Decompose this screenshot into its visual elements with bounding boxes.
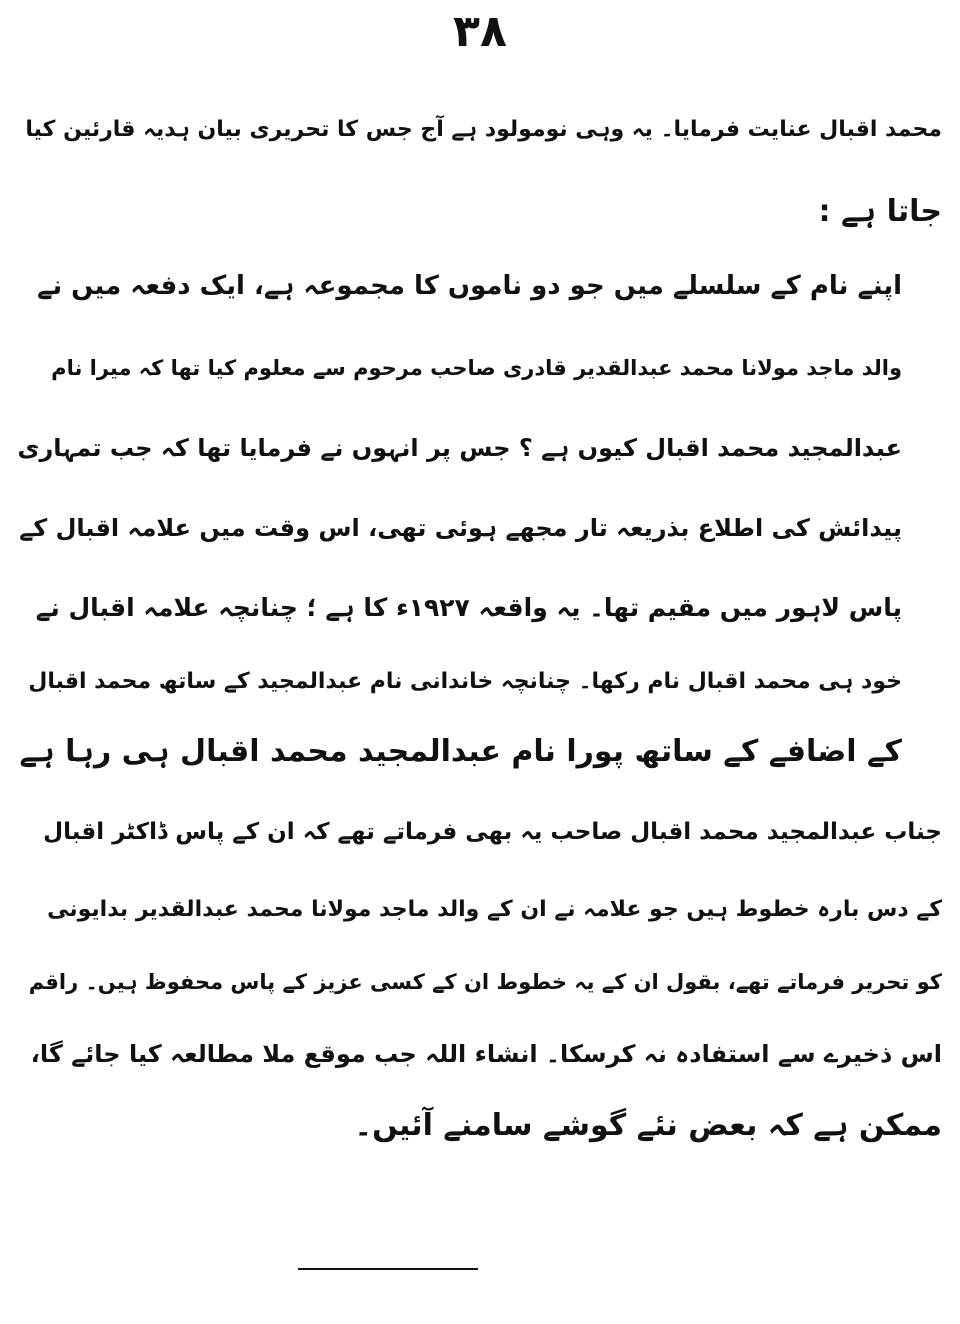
text-line: جاتا ہے : — [818, 194, 942, 229]
text-line: ممکن ہے کہ بعض نئے گوشے سامنے آئیں۔ — [354, 1108, 942, 1143]
page-number: ۳۸ — [453, 6, 507, 57]
text-line: والد ماجد مولانا محمد عبدالقدیر قادری صاحب مرحوم سے معلوم کیا تھا کہ میرا نام — [51, 356, 902, 380]
text-line: اپنے نام کے سلسلے میں جو دو ناموں کا مجموعہ ہے، ایک دفعہ میں نے — [37, 271, 902, 301]
text-line: کو تحریر فرماتے تھے، بقول ان کے یہ خطوط ان کے کسی عزیز کے پاس محفوظ ہیں۔ راقم — [28, 970, 942, 994]
text-line: اس ذخیرے سے استفادہ نہ کرسکا۔ انشاء اللہ جب موقع ملا مطالعہ کیا جائے گا، — [30, 1040, 942, 1068]
text-line: کے دس بارہ خطوط ہیں جو علامہ نے ان کے والد ماجد مولانا محمد عبدالقدیر بدایونی — [47, 897, 942, 922]
text-line: جناب عبدالمجید محمد اقبال صاحب یہ بھی فرماتے تھے کہ ان کے پاس ڈاکٹر اقبال — [43, 819, 942, 845]
text-line: محمد اقبال عنایت فرمایا۔ یہ وہی نومولود ہے آج جس کا تحریری بیان ہدیہ قارئین کیا — [25, 117, 942, 142]
text-line: کے اضافے کے ساتھ پورا نام عبدالمجید محمد اقبال ہی رہا ہے — [19, 734, 902, 769]
text-line: پاس لاہور میں مقیم تھا۔ یہ واقعہ ۱۹۲۷ء کا ہے ؛ چنانچہ علامہ اقبال نے — [35, 593, 902, 622]
footnote-divider — [298, 1268, 478, 1270]
text-line: خود ہی محمد اقبال نام رکھا۔ چنانچہ خاندانی نام عبدالمجید کے ساتھ محمد اقبال — [28, 669, 902, 694]
text-line: پیدائش کی اطلاع بذریعہ تار مجھے ہوئی تھی، اس وقت میں علامہ اقبال کے — [19, 514, 902, 542]
text-line: عبدالمجید محمد اقبال کیوں ہے ؟ جس پر انہوں نے فرمایا تھا کہ جب تمہاری — [17, 434, 902, 462]
